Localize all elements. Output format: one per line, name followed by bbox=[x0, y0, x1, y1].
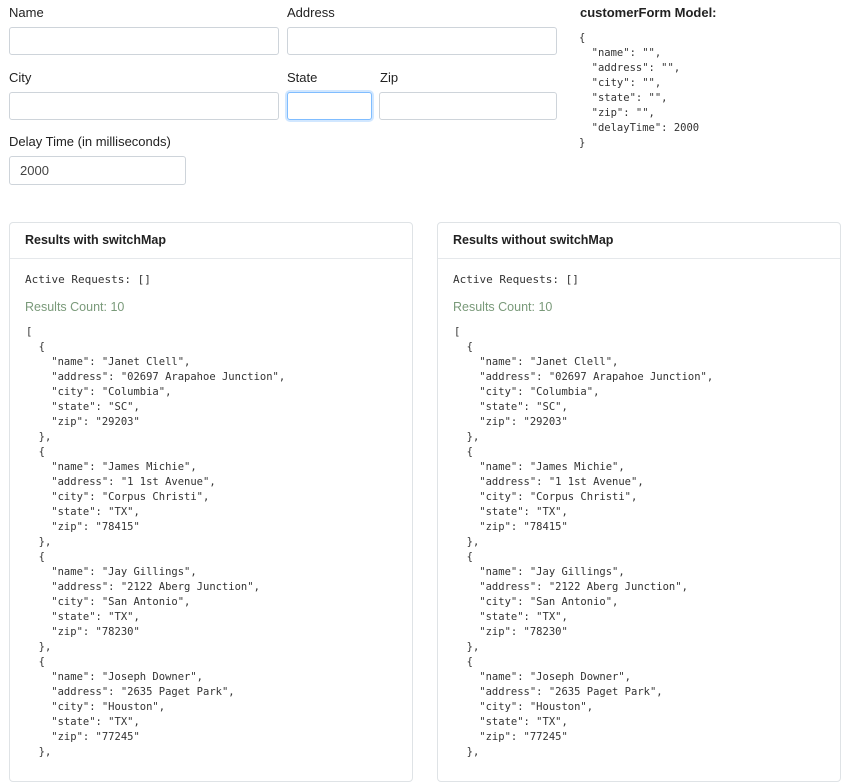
zip-input[interactable] bbox=[379, 92, 557, 120]
state-label: State bbox=[287, 70, 318, 85]
city-label: City bbox=[9, 70, 32, 85]
delay-input[interactable] bbox=[9, 156, 186, 185]
results-no-switchmap-card bbox=[437, 222, 841, 782]
active-requests: Active Requests: [] bbox=[453, 273, 579, 286]
results-json: [ { "name": "Janet Clell", "address": "02697 Arapahoe Junction", "city": "Columbia", "state": "SC", "zip": "29203" }, { "name": "James Michie", "address": "1 1st Avenue", "city": "Corpus Christi", "state": "TX", "zip": "78415" }, { "name": "Jay Gillings", "address": "2122 Aberg Junction", "city": "San Antonio", "state": "TX", "zip": "78230" }, { "name": "Joseph Downer", "address": "2635 Paget Park", "city": "Houston", "state": "TX", "zip": "77245" }, bbox=[454, 326, 714, 758]
results-json: [ { "name": "Janet Clell", "address": "02697 Arapahoe Junction", "city": "Columbia", "state": "SC", "zip": "29203" }, { "name": "James Michie", "address": "1 1st Avenue", "city": "Corpus Christi", "state": "TX", "zip": "78415" }, { "name": "Jay Gillings", "address": "2122 Aberg Junction", "city": "San Antonio", "state": "TX", "zip": "78230" }, { "name": "Joseph Downer", "address": "2635 Paget Park", "city": "Houston", "state": "TX", "zip": "77245" }, bbox=[26, 326, 286, 758]
model-title: customerForm Model: bbox=[580, 5, 717, 20]
state-input[interactable] bbox=[287, 92, 372, 120]
city-input[interactable] bbox=[9, 92, 279, 120]
results-switchmap-card bbox=[9, 222, 413, 782]
zip-label: Zip bbox=[380, 70, 399, 85]
name-input[interactable] bbox=[9, 27, 279, 55]
active-requests: Active Requests: [] bbox=[25, 273, 151, 286]
results-count: Results Count: 10 bbox=[453, 300, 553, 314]
address-label: Address bbox=[287, 5, 335, 20]
results-no-switchmap-title: Results without switchMap bbox=[438, 223, 840, 259]
address-input[interactable] bbox=[287, 27, 557, 55]
name-label: Name bbox=[9, 5, 44, 20]
delay-label: Delay Time (in milliseconds) bbox=[9, 134, 171, 149]
model-json: { "name": "", "address": "", "city": "", "state": "", "zip": "", "delayTime": 2000 } bbox=[579, 32, 700, 149]
results-switchmap-title: Results with switchMap bbox=[10, 223, 412, 259]
results-count: Results Count: 10 bbox=[25, 300, 125, 314]
